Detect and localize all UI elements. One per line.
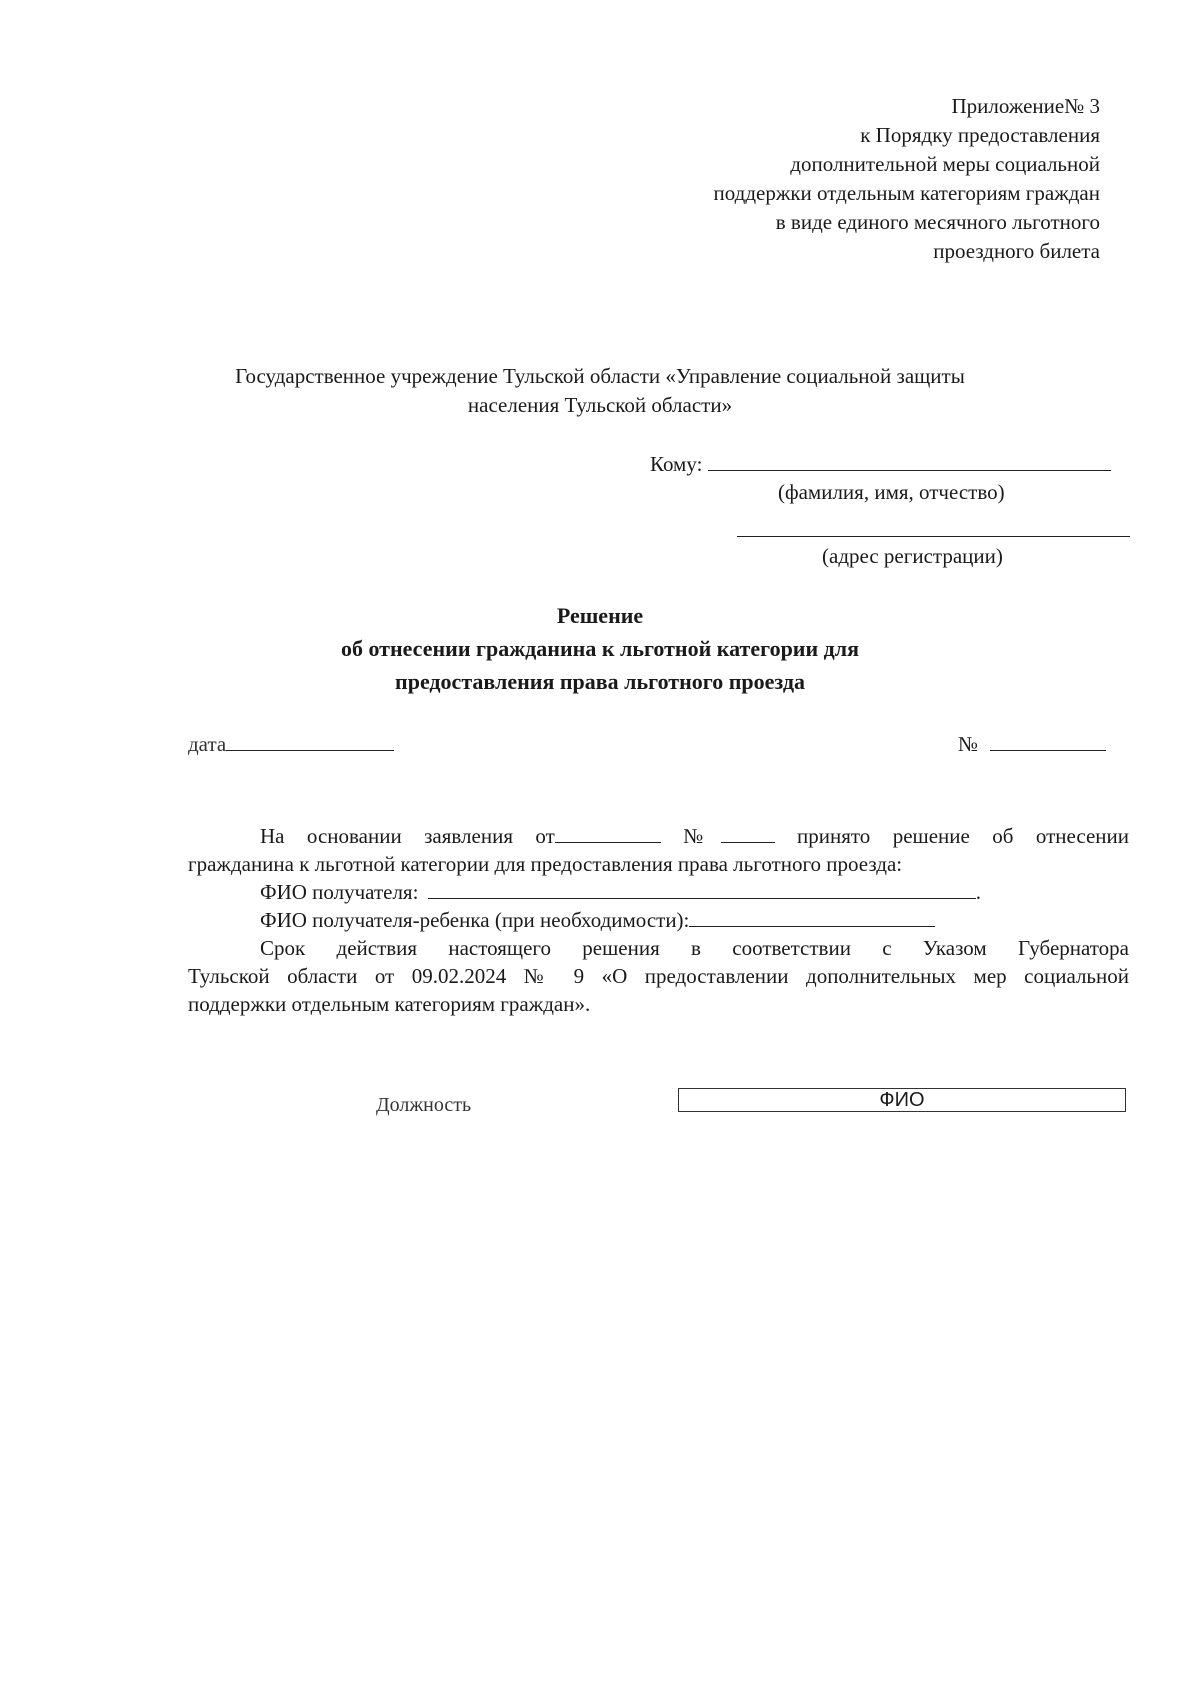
recipient-row bbox=[188, 878, 1129, 906]
body-line-1 bbox=[188, 822, 1129, 850]
decision-text: принято решение об отнесении bbox=[796, 824, 1129, 848]
application-date-blank[interactable] bbox=[555, 822, 661, 843]
application-number-blank[interactable] bbox=[721, 822, 775, 843]
decision-body bbox=[188, 822, 1129, 1018]
number-label: № bbox=[958, 732, 979, 756]
organization-line: населения Тульской области» bbox=[467, 393, 733, 417]
date-label: дата bbox=[188, 732, 227, 756]
signature-name-box bbox=[678, 1088, 1126, 1112]
term-line-2: Тульской области от 09.02.2024 № 9 «О предоставлении дополнительных мер социальной bbox=[188, 964, 1129, 988]
appendix-line: поддержки отдельным категориям граждан bbox=[713, 181, 1100, 205]
appendix-line: Приложение№ 3 bbox=[951, 94, 1100, 118]
title-line: об отнесении гражданина к льготной категории для bbox=[340, 636, 860, 661]
to-label: Кому: bbox=[650, 452, 703, 476]
term-line-1: Срок действия настоящего решения в соответствии с Указом Губернатора bbox=[260, 936, 1129, 960]
recipient-address-blank[interactable] bbox=[737, 536, 1130, 537]
appendix-line: в виде единого месячного льготного bbox=[775, 210, 1100, 234]
appendix-line: дополнительной меры социальной bbox=[790, 152, 1100, 176]
recipient-fio-blank[interactable] bbox=[428, 878, 976, 899]
organization-name bbox=[0, 362, 1200, 420]
appendix-line: к Порядку предоставления bbox=[860, 123, 1100, 147]
position-label: Должность bbox=[376, 1094, 472, 1116]
recipient-address-caption: (адрес регистрации) bbox=[822, 544, 1003, 568]
recipient-name-blank[interactable] bbox=[708, 448, 1111, 471]
recipient-label: ФИО получателя: bbox=[260, 880, 419, 904]
appendix-header bbox=[580, 92, 1100, 266]
signature-name-label: ФИО bbox=[879, 1089, 925, 1111]
number-blank[interactable] bbox=[990, 728, 1106, 751]
title-line: Решение bbox=[556, 603, 644, 628]
date-row bbox=[188, 728, 394, 759]
child-recipient-blank[interactable] bbox=[689, 906, 935, 927]
date-blank[interactable] bbox=[226, 728, 394, 751]
application-number-label: № bbox=[683, 824, 721, 848]
term-line-3: поддержки отдельным категориям граждан». bbox=[188, 992, 591, 1016]
organization-line: Государственное учреждение Тульской области «Управление социальной защиты bbox=[235, 364, 965, 388]
appendix-line: проездного билета bbox=[933, 239, 1100, 263]
child-recipient-row bbox=[188, 906, 1129, 934]
document-title bbox=[0, 599, 1200, 698]
recipient-to-row bbox=[650, 448, 1111, 479]
title-line: предоставления права льготного проезда bbox=[395, 669, 805, 694]
recipient-name-caption: (фамилия, имя, отчество) bbox=[778, 480, 1005, 504]
application-basis-text: На основании заявления от bbox=[260, 824, 555, 848]
number-row bbox=[958, 728, 1106, 759]
recipient-end: . bbox=[975, 880, 981, 904]
child-recipient-label: ФИО получателя-ребенка (при необходимости): bbox=[260, 908, 690, 932]
body-line-2: гражданина к льготной категории для предоставления права льготного проезда: bbox=[188, 852, 903, 876]
